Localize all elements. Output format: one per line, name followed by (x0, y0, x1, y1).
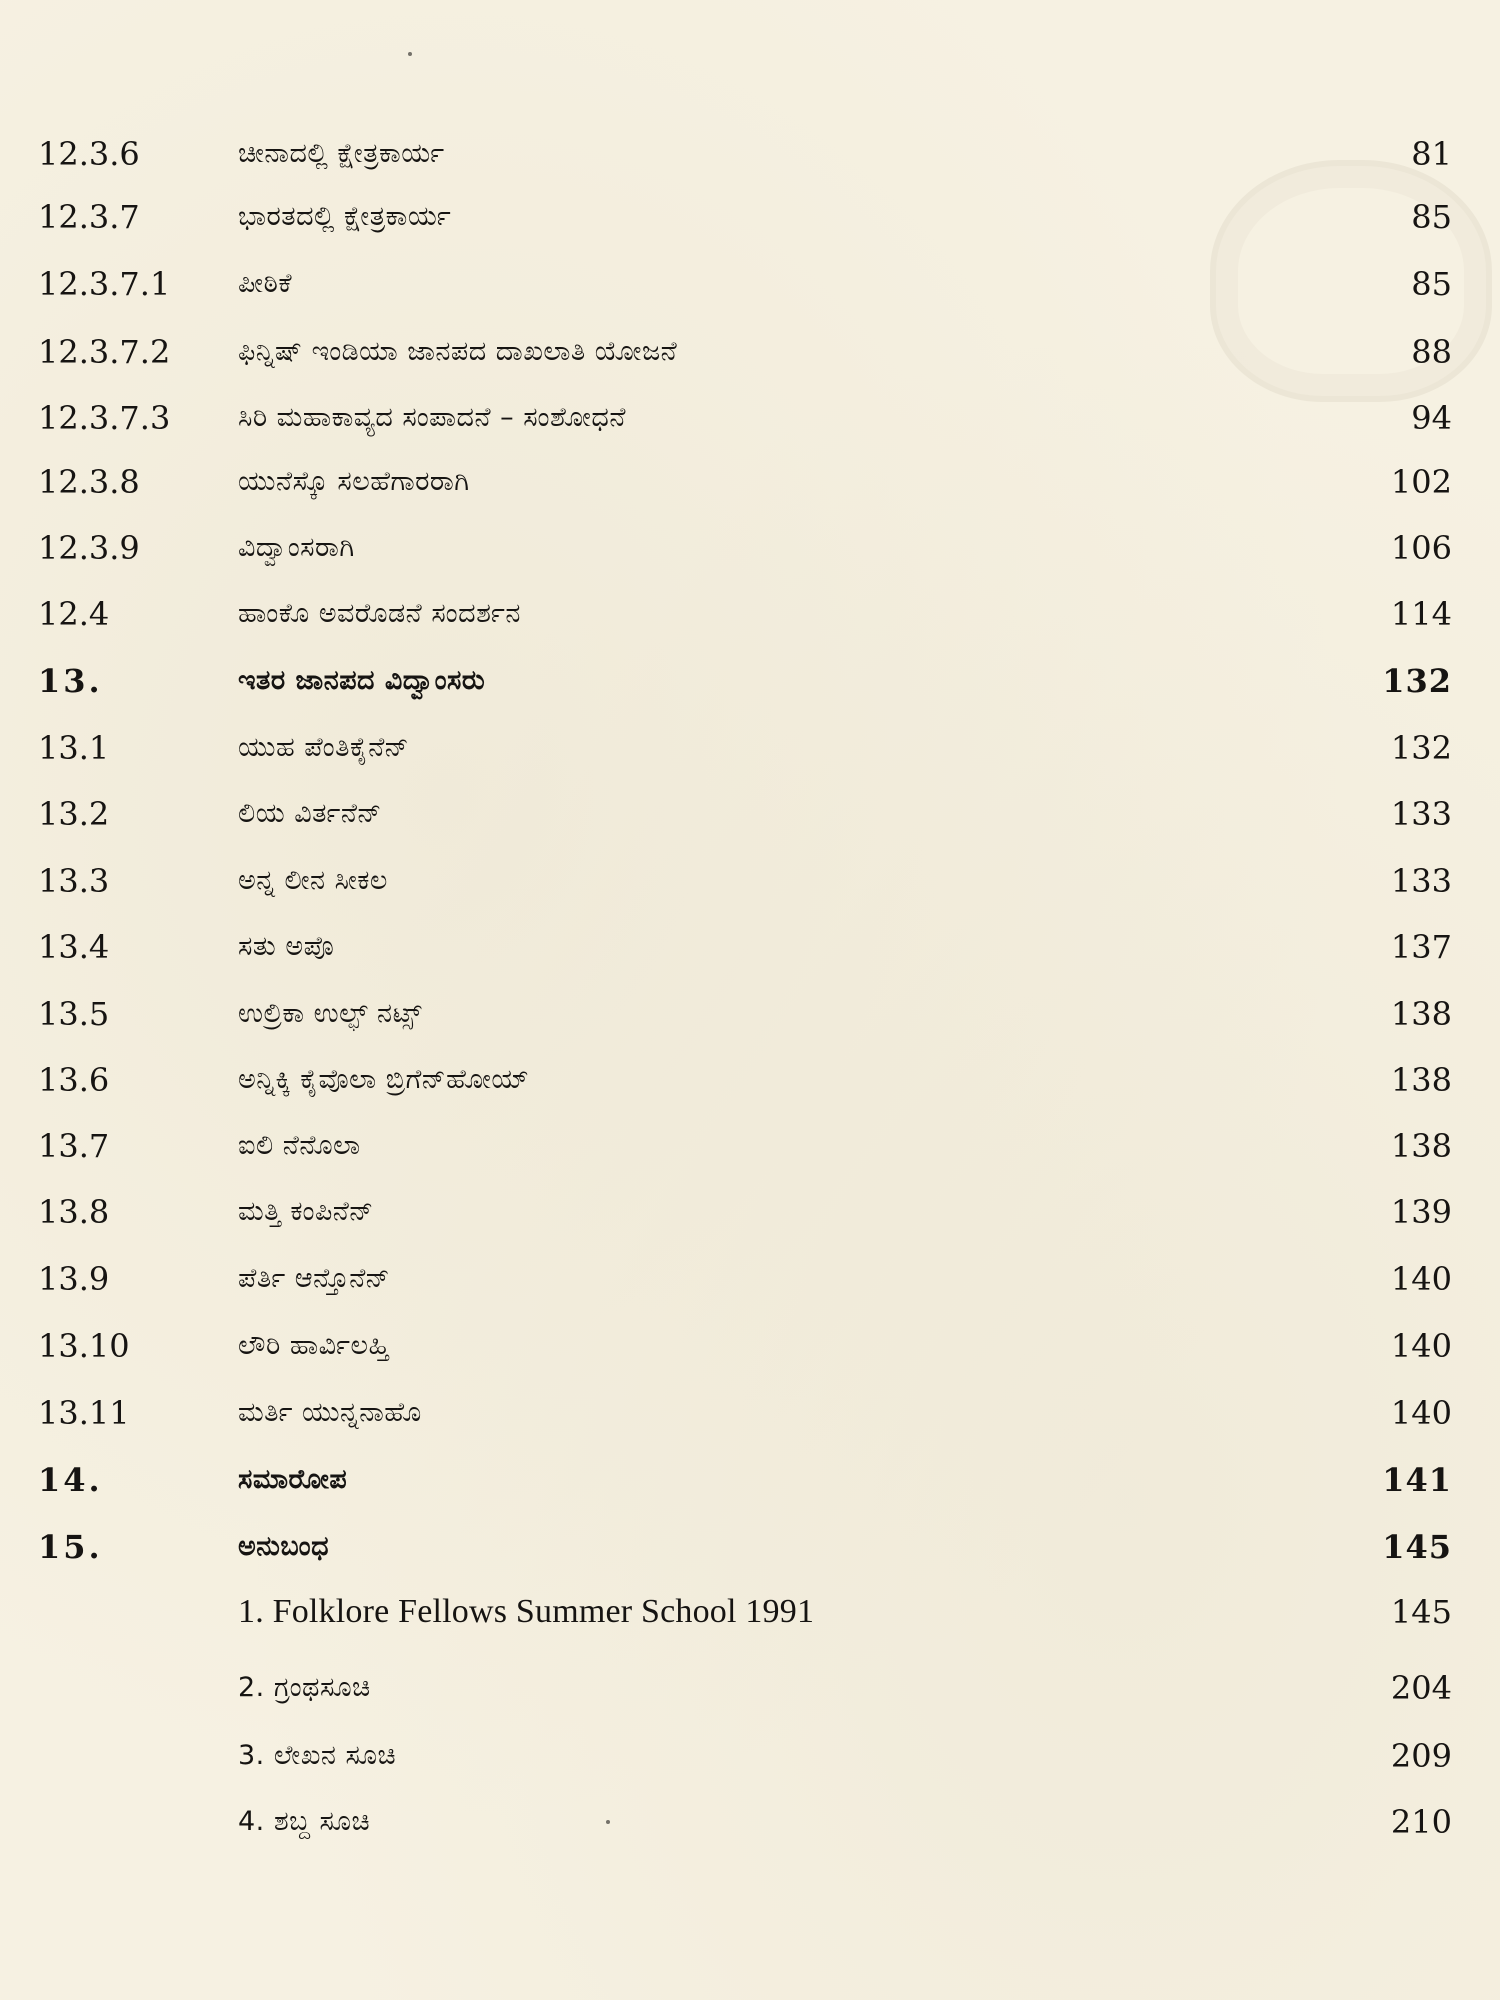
appendix-title: 4. ಶಬ್ದ ಸೂಚಿ (238, 1806, 371, 1837)
toc-row (0, 452, 1500, 512)
page-number: 132 (1390, 729, 1452, 767)
page-number: 138 (1390, 1061, 1452, 1099)
appendix-title: 1. Folklore Fellows Summer School 1991 (238, 1593, 815, 1630)
section-title: ಯುನೆಸ್ಕೊ ಸಲಹೆಗಾರರಾಗಿ (238, 466, 470, 497)
toc-row (0, 718, 1500, 778)
page-number: 133 (1390, 795, 1452, 833)
section-number: 13.11 (38, 1394, 130, 1432)
toc-row (0, 1050, 1500, 1110)
toc-appendix-row (0, 1792, 1500, 1852)
toc-row (0, 124, 1500, 184)
section-number: 12.3.8 (38, 463, 140, 501)
toc-row (0, 518, 1500, 578)
section-title: ಚೀನಾದಲ್ಲಿ ಕ್ಷೇತ್ರಕಾರ್ಯ (238, 138, 445, 169)
section-number: 13.3 (38, 862, 110, 900)
section-number: 13.9 (38, 1260, 110, 1298)
page-number: 141 (1382, 1461, 1452, 1499)
section-number: 13.8 (38, 1193, 110, 1231)
section-number: 12.3.7.3 (38, 399, 171, 437)
appendix-title: 2. ಗ್ರಂಥಸೂಚಿ (238, 1672, 371, 1703)
page-number: 137 (1390, 928, 1452, 966)
page-number: 85 (1411, 198, 1452, 236)
toc-row (0, 1383, 1500, 1443)
section-title: ಹಾಂಕೊ ಅವರೊಡನೆ ಸಂದರ್ಶನ (238, 598, 521, 629)
toc-row (0, 1116, 1500, 1176)
toc-chapter-row (0, 651, 1500, 711)
section-number: 13.10 (38, 1327, 130, 1365)
page-number: 132 (1382, 662, 1452, 700)
section-number: 13.6 (38, 1061, 110, 1099)
page-number: 81 (1411, 135, 1452, 173)
toc-row (0, 784, 1500, 844)
page-number: 85 (1411, 265, 1452, 303)
page-number: 94 (1411, 399, 1452, 437)
page-number: 140 (1390, 1260, 1452, 1298)
section-title: ಐಲಿ ನೆನೊಲಾ (238, 1130, 361, 1161)
section-title: ಸತು ಅಪೊ (238, 931, 335, 962)
page-number: 210 (1390, 1803, 1452, 1841)
section-number: 13.5 (38, 995, 110, 1033)
toc-row (0, 584, 1500, 644)
page-number: 140 (1390, 1327, 1452, 1365)
toc-chapter-row (0, 1450, 1500, 1510)
toc-appendix-row (0, 1582, 1500, 1642)
toc-row (0, 917, 1500, 977)
section-title: ವಿದ್ವಾಂಸರಾಗಿ (238, 532, 355, 563)
section-title: ಸಿರಿ ಮಹಾಕಾವ್ಯದ ಸಂಪಾದನೆ – ಸಂಶೋಧನೆ (238, 402, 626, 433)
section-title: ಮತ್ತಿ ಕಂಪಿನೆನ್ (238, 1196, 374, 1227)
page-number: 114 (1390, 595, 1452, 633)
section-number: 12.3.7 (38, 198, 140, 236)
section-title: ಫಿನ್ನಿಷ್ ಇಂಡಿಯಾ ಜಾನಪದ ದಾಖಲಾತಿ ಯೋಜನೆ (238, 336, 678, 367)
toc-row (0, 1316, 1500, 1376)
chapter-title: ಅನುಬಂಧ (238, 1531, 330, 1562)
section-number: 12.4 (38, 595, 110, 633)
section-title: ಅನ್ನಿಕ್ಕಿ ಕೈವೊಲಾ ಬ್ರಿಗೆನ್‌ಹೋಯ್ (238, 1064, 530, 1095)
page-number: 138 (1390, 995, 1452, 1033)
page-number: 145 (1390, 1593, 1452, 1631)
toc-row (0, 1182, 1500, 1242)
toc-appendix-row (0, 1658, 1500, 1718)
page-number: 138 (1390, 1127, 1452, 1165)
page-number: 145 (1382, 1528, 1452, 1566)
page-number: 204 (1390, 1669, 1452, 1707)
page-number: 133 (1390, 862, 1452, 900)
toc-row (0, 984, 1500, 1044)
section-number: 12.3.7.2 (38, 333, 171, 371)
chapter-number: 13. (38, 662, 103, 700)
toc-row (0, 187, 1500, 247)
toc-row (0, 1249, 1500, 1309)
section-title: ಪೀಠಿಕೆ (238, 268, 293, 299)
section-number: 12.3.7.1 (38, 265, 171, 303)
appendix-title: 3. ಲೇಖನ ಸೂಚಿ (238, 1740, 397, 1771)
section-title: ಉಲ್ರಿಕಾ ಉಲ್ಫ್ ನಟ್ಸ್ (238, 998, 423, 1029)
section-title: ಯುಹ ಪೆಂತಿಕೈನೆನ್ (238, 732, 410, 763)
toc-appendix-row (0, 1726, 1500, 1786)
toc-row (0, 254, 1500, 314)
section-title: ಭಾರತದಲ್ಲಿ ಕ್ಷೇತ್ರಕಾರ್ಯ (238, 201, 452, 232)
section-title: ಮರ್ತಿ ಯುನ್ನನಾಹೊ (238, 1397, 422, 1428)
page-number: 106 (1390, 529, 1452, 567)
page-number: 209 (1390, 1737, 1452, 1775)
toc-row (0, 322, 1500, 382)
chapter-title: ಇತರ ಜಾನಪದ ವಿದ್ವಾಂಸರು (238, 665, 486, 696)
chapter-title: ಸಮಾರೋಪ (238, 1464, 348, 1495)
section-number: 13.1 (38, 729, 110, 767)
section-title: ಅನ್ನ ಲೀನ ಸೀಕಲ (238, 865, 388, 896)
section-number: 12.3.9 (38, 529, 140, 567)
section-number: 13.7 (38, 1127, 110, 1165)
chapter-number: 14. (38, 1461, 103, 1499)
section-number: 13.2 (38, 795, 110, 833)
toc-chapter-row (0, 1517, 1500, 1577)
toc-row (0, 388, 1500, 448)
page-number: 88 (1411, 333, 1452, 371)
page-number: 139 (1390, 1193, 1452, 1231)
section-number: 12.3.6 (38, 135, 140, 173)
section-number: 13.4 (38, 928, 110, 966)
section-title: ಲೌರಿ ಹಾರ್ವಿಲಹ್ತಿ (238, 1330, 390, 1361)
chapter-number: 15. (38, 1528, 103, 1566)
page-number: 102 (1390, 463, 1452, 501)
section-title: ಲಿಯ ವಿರ್ತನೆನ್ (238, 798, 382, 829)
page-number: 140 (1390, 1394, 1452, 1432)
toc-row (0, 851, 1500, 911)
section-title: ಪೆರ್ತಿ ಆನ್ತೊನೆನ್ (238, 1263, 391, 1294)
